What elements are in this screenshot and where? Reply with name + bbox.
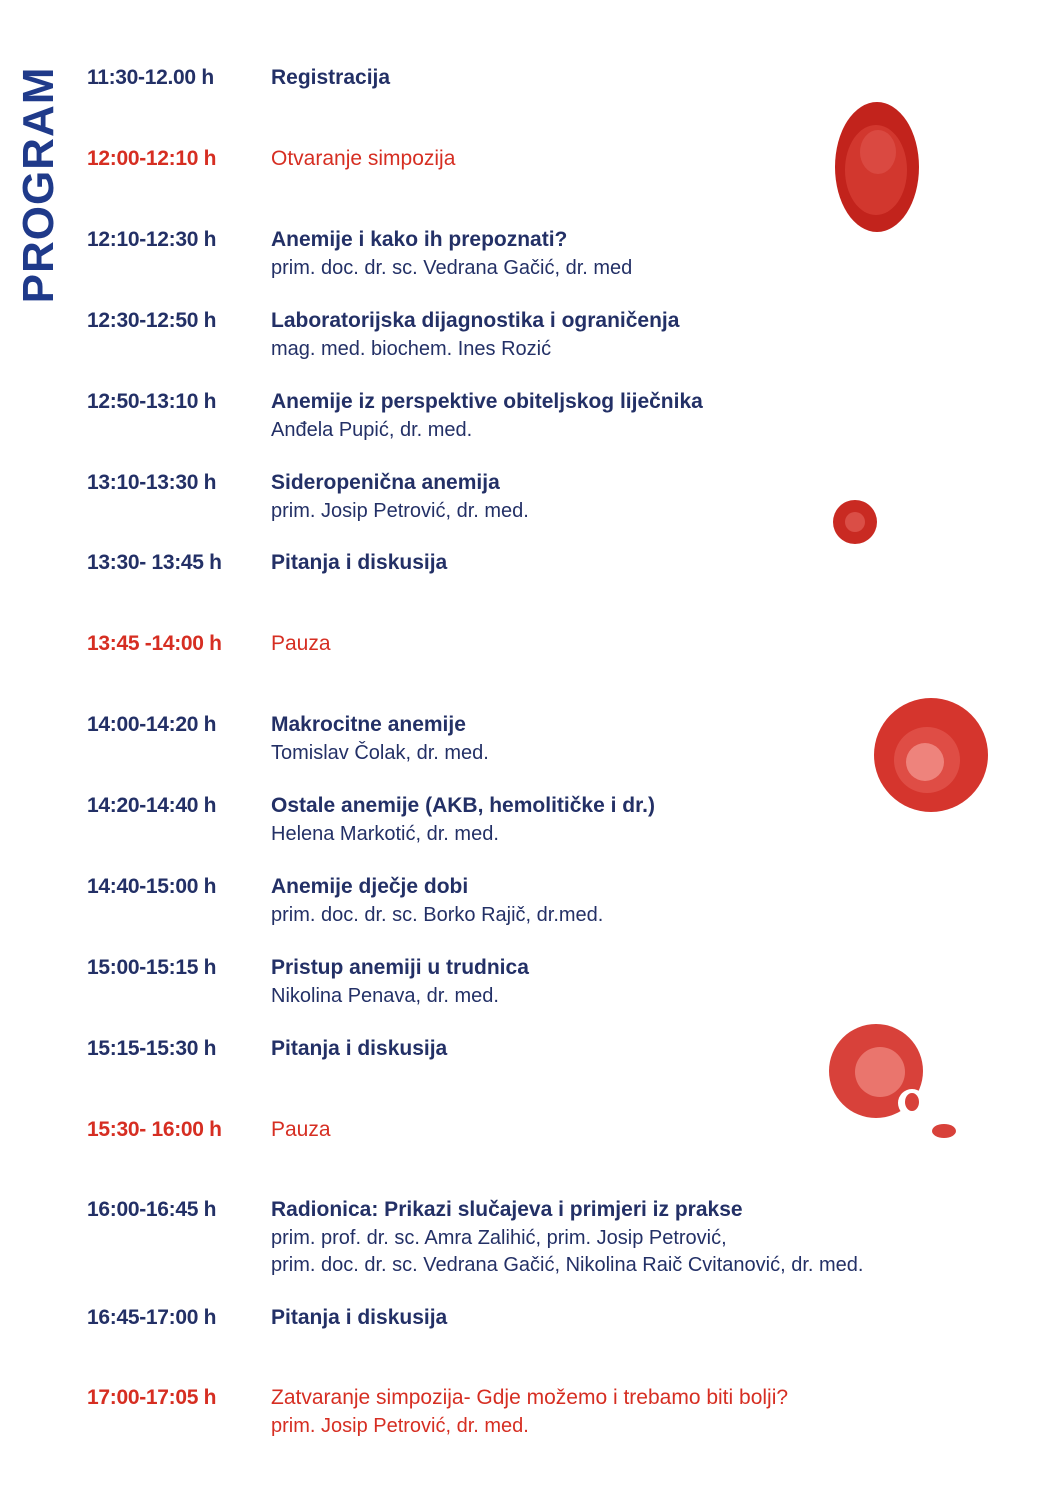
session-time: 15:30- 16:00 h (87, 1118, 222, 1141)
session-title: Radionica: Prikazi slučajeva i primjeri iz prakse (271, 1198, 743, 1221)
session-time: 12:30-12:50 h (87, 309, 217, 332)
blood-cell-3 (874, 698, 988, 812)
session-title: Pauza (271, 1118, 331, 1141)
session-time: 16:00-16:45 h (87, 1198, 217, 1221)
session-time: 12:10-12:30 h (87, 228, 217, 251)
session-time: 16:45-17:00 h (87, 1306, 217, 1329)
session-time: 17:00-17:05 h (87, 1386, 217, 1409)
session-time: 15:00-15:15 h (87, 956, 217, 979)
session-time: 12:00-12:10 h (87, 147, 217, 170)
blood-cell-2 (833, 500, 877, 544)
session-time: 13:30- 13:45 h (87, 551, 222, 574)
session-title: Ostale anemije (AKB, hemolitičke i dr.) (271, 794, 655, 817)
session-time: 12:50-13:10 h (87, 390, 217, 413)
session-time: 13:45 -14:00 h (87, 632, 222, 655)
program-heading-text: PROGRAM (14, 66, 63, 303)
session-title: Pitanja i diskusija (271, 1306, 448, 1329)
session-title: Makrocitne anemije (271, 713, 466, 736)
session-title: Registracija (271, 66, 391, 89)
session-title: Anemije iz perspektive obiteljskog liječnika (271, 390, 703, 413)
session-speaker: Helena Markotić, dr. med. (271, 823, 499, 845)
session-speaker: Anđela Pupić, dr. med. (271, 419, 473, 441)
session-speaker: Nikolina Penava, dr. med. (271, 985, 499, 1007)
session-time: 11:30-12.00 h (87, 66, 214, 89)
session-time: 15:15-15:30 h (87, 1037, 217, 1060)
blood-cell-1 (835, 102, 919, 232)
session-title: Anemije i kako ih prepoznati? (271, 228, 568, 251)
session-title: Anemije dječje dobi (271, 875, 469, 898)
blood-cell-4 (829, 1024, 956, 1138)
session-speaker: prim. doc. dr. sc. Borko Rajič, dr.med. (271, 904, 604, 926)
session-speaker: Tomislav Čolak, dr. med. (271, 742, 489, 764)
session-time: 13:10-13:30 h (87, 471, 217, 494)
session-time: 14:00-14:20 h (87, 713, 217, 736)
session-speaker: prim. Josip Petrović, dr. med. (271, 500, 529, 522)
session-time: 14:20-14:40 h (87, 794, 217, 817)
session-speaker: prim. doc. dr. sc. Vedrana Gačić, dr. med (271, 257, 633, 279)
session-title: Zatvaranje simpozija- Gdje možemo i trebamo biti bolji? (271, 1386, 789, 1409)
session-title: Pitanja i diskusija (271, 1037, 448, 1060)
session-time: 14:40-15:00 h (87, 875, 217, 898)
session-title: Otvaranje simpozija (271, 147, 456, 170)
session-speaker: mag. med. biochem. Ines Rozić (271, 338, 552, 360)
session-title: Sideropenična anemija (271, 471, 500, 494)
session-speaker: prim. doc. dr. sc. Vedrana Gačić, Nikolina Raič Cvitanović, dr. med. (271, 1254, 864, 1276)
session-title: Pauza (271, 632, 331, 655)
session-title: Pitanja i diskusija (271, 551, 448, 574)
session-speaker: prim. Josip Petrović, dr. med. (271, 1415, 529, 1437)
session-title: Pristup anemiji u trudnica (271, 956, 529, 979)
session-speaker: prim. prof. dr. sc. Amra Zalihić, prim. Josip Petrović, (271, 1227, 727, 1249)
session-title: Laboratorijska dijagnostika i ograničenja (271, 309, 680, 332)
